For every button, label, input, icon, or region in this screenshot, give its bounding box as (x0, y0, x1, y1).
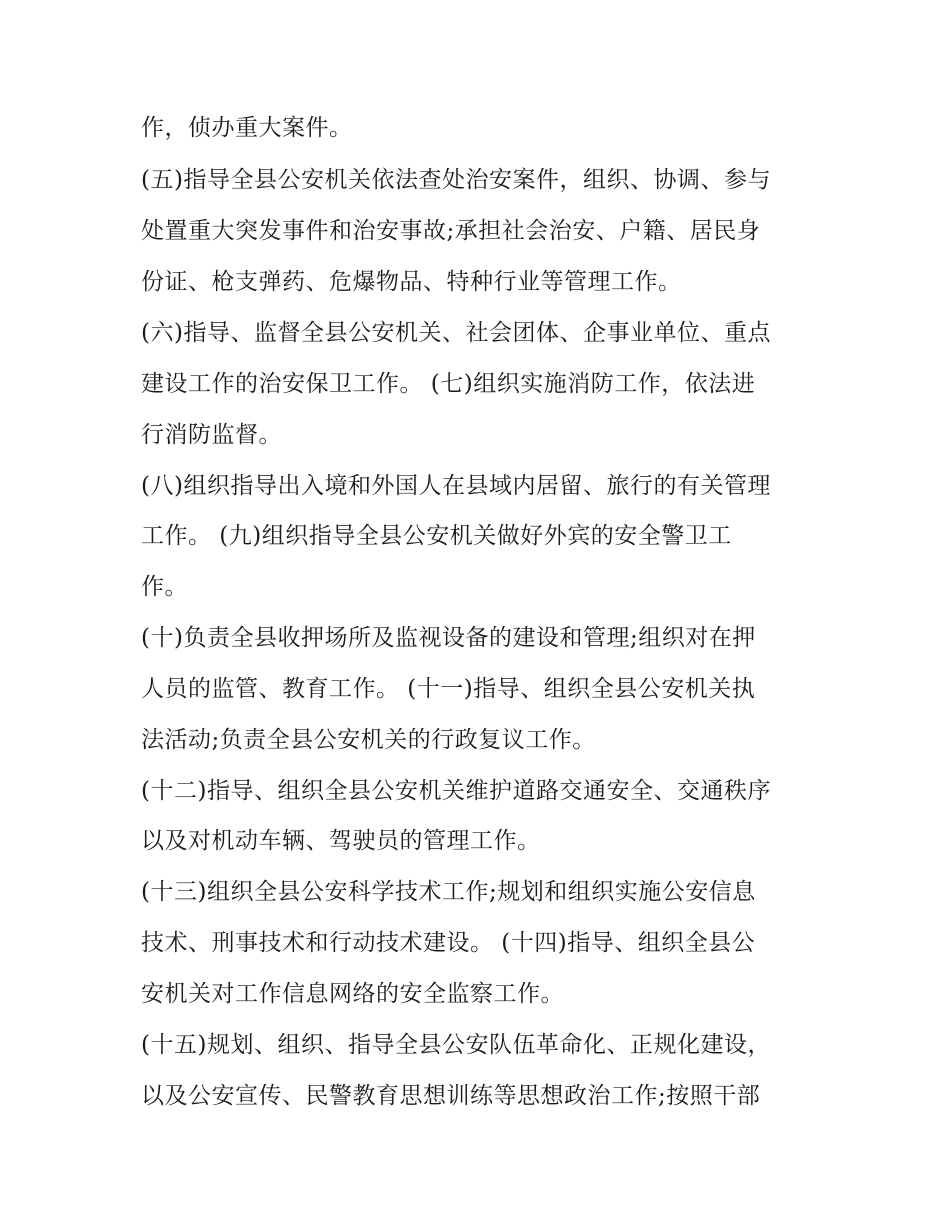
text-line: 以及公安宣传、民警教育思想训练等思想政治工作;按照干部 (141, 1083, 761, 1109)
text-line: (十三)组织全县公安科学技术工作;规划和组织实施公安信息 (141, 879, 756, 905)
text-line: 处置重大突发事件和治安事故;承担社会治安、户籍、居民身 (141, 218, 761, 244)
text-line: (十)负责全县收押场所及监视设备的建设和管理;组织对在押 (141, 625, 756, 651)
text-line: 安机关对工作信息网络的安全监察工作。 (141, 981, 564, 1007)
text-line: (五)指导全县公安机关依法查处治安案件，组织、协调、参与 (141, 167, 771, 193)
text-line: 技术、刑事技术和行动技术建设。 (十四)指导、组织全县公 (141, 930, 756, 956)
text-line: 法活动;负责全县公安机关的行政复议工作。 (141, 727, 596, 753)
text-line: 人员的监管、教育工作。 (十一)指导、组织全县公安机关执 (141, 676, 756, 702)
text-line: 工作。 (九)组织指导全县公安机关做好外宾的安全警卫工 (141, 523, 732, 549)
text-line: 份证、枪支弹药、危爆物品、特种行业等管理工作。 (141, 269, 682, 295)
text-line: 行消防监督。 (141, 422, 282, 448)
text-line: 以及对机动车辆、驾驶员的管理工作。 (141, 828, 541, 854)
text-line: (六)指导、监督全县公安机关、社会团体、企事业单位、重点 (141, 320, 771, 346)
text-line: 作。 (141, 574, 188, 600)
text-line: 建设工作的治安保卫工作。 (七)组织实施消防工作，依法进 (141, 371, 756, 397)
text-line: (八)组织指导出入境和外国人在县域内居留、旅行的有关管理 (141, 473, 771, 499)
text-line: 作，侦办重大案件。 (141, 115, 353, 141)
text-line: (十五)规划、组织、指导全县公安队伍革命化、正规化建设， (141, 1032, 771, 1058)
text-line: (十二)指导、组织全县公安机关维护道路交通安全、交通秩序 (141, 778, 771, 804)
